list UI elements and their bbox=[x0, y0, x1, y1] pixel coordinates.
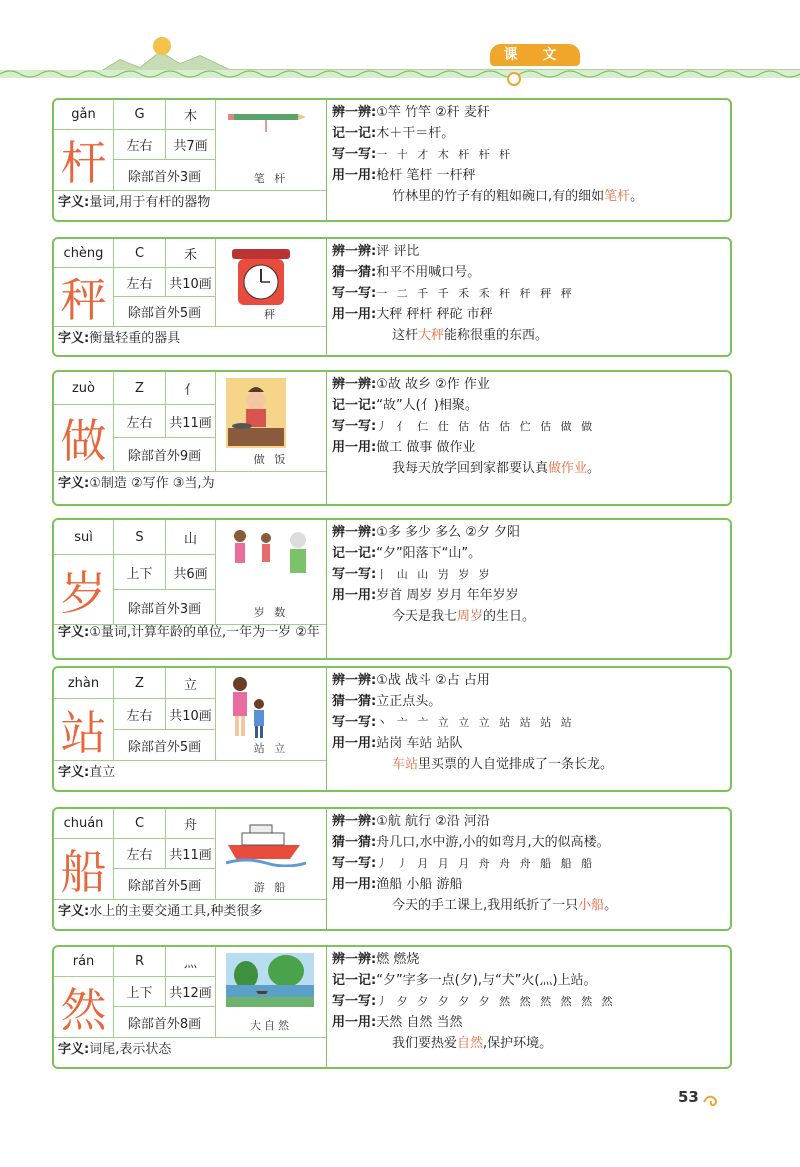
character-card bbox=[52, 807, 732, 931]
illustration-caption: 做 饭 bbox=[253, 453, 289, 466]
illustration bbox=[216, 520, 326, 625]
exercise-label: 写一写: bbox=[332, 419, 377, 434]
meaning-label: 字义: bbox=[58, 765, 90, 780]
exercise-text: 大秤 秤杆 秤砣 市秤 bbox=[376, 307, 493, 322]
exercise-row-1 bbox=[332, 374, 724, 395]
exercise-label: 辨一辨: bbox=[332, 814, 377, 829]
exercise-label: 用一用: bbox=[332, 168, 377, 183]
meaning-text: 量词,用于有杆的器物 bbox=[89, 195, 211, 210]
boat-icon bbox=[226, 815, 306, 871]
character: 然 bbox=[54, 977, 114, 1038]
exercises bbox=[332, 811, 724, 916]
section-tab: 课 文 bbox=[490, 44, 580, 66]
exercise-label: 写一写: bbox=[332, 856, 377, 871]
structure: 左右 bbox=[114, 699, 166, 730]
radical: 禾 bbox=[166, 239, 216, 268]
exercise-text: 天然 自然 当然 bbox=[376, 1015, 463, 1030]
exercise-label: 辨一辨: bbox=[332, 673, 377, 688]
meaning bbox=[58, 329, 322, 348]
exercise-row-2 bbox=[332, 262, 724, 283]
exercise-row-1 bbox=[332, 522, 724, 543]
meaning bbox=[58, 902, 322, 921]
structure: 上下 bbox=[114, 977, 166, 1007]
sentence-text: 。 bbox=[587, 461, 601, 476]
exercise-label: 写一写: bbox=[332, 994, 377, 1009]
exercise-row-4 bbox=[332, 585, 724, 606]
sentence-text: 能称很重的东西。 bbox=[444, 328, 549, 343]
cooking-icon bbox=[226, 378, 286, 452]
exercise-row-2 bbox=[332, 123, 724, 144]
exercise-label: 用一用: bbox=[332, 440, 377, 455]
exercise-row-1 bbox=[332, 811, 724, 832]
structure: 左右 bbox=[114, 268, 166, 297]
exercise-row-3 bbox=[332, 853, 724, 874]
sentence-text: 我们要热爱 bbox=[392, 1036, 458, 1051]
exercise-label: 记一记: bbox=[332, 398, 377, 413]
exercise-text: 评 评比 bbox=[376, 244, 420, 259]
initial-letter: Z bbox=[114, 668, 166, 699]
meaning bbox=[58, 1040, 322, 1059]
character-card bbox=[52, 98, 732, 222]
exercise-label: 写一写: bbox=[332, 147, 377, 162]
character-info bbox=[54, 668, 327, 790]
exercise-row-3 bbox=[332, 712, 724, 733]
exercise-label: 辨一辨: bbox=[332, 105, 377, 120]
exercise-text: 和平不用喊口号。 bbox=[376, 265, 481, 280]
initial-letter: C bbox=[114, 239, 166, 268]
meaning-label: 字义: bbox=[58, 625, 90, 640]
sentence-text: 我每天放学回到家都要认真 bbox=[392, 461, 549, 476]
illustration-caption: 岁 数 bbox=[253, 606, 289, 619]
exercise-text: ①航 航行 ②沿 河沿 bbox=[376, 814, 490, 829]
illustration-caption: 游 船 bbox=[253, 881, 289, 894]
character: 杆 bbox=[54, 130, 114, 191]
exercise-label: 辨一辨: bbox=[332, 244, 377, 259]
example-sentence bbox=[332, 754, 724, 775]
exercises bbox=[332, 949, 724, 1054]
exercise-row-1 bbox=[332, 949, 724, 970]
scale-icon bbox=[226, 245, 296, 315]
radical: 舟 bbox=[166, 809, 216, 839]
strokes-except-radical: 除部首外8画 bbox=[114, 1007, 216, 1038]
exercise-row-4 bbox=[332, 304, 724, 325]
radical: 灬 bbox=[166, 947, 216, 977]
meaning-text: 词尾,表示状态 bbox=[89, 1042, 172, 1057]
meaning-label: 字义: bbox=[58, 1042, 90, 1057]
exercise-label: 猜一猜: bbox=[332, 835, 377, 850]
meaning-label: 字义: bbox=[58, 904, 90, 919]
exercise-row-3 bbox=[332, 564, 724, 585]
stroke-total: 共11画 bbox=[166, 839, 216, 869]
highlight-word: 自然 bbox=[457, 1036, 484, 1051]
exercise-label: 辨一辨: bbox=[332, 952, 377, 967]
character-card bbox=[52, 237, 732, 357]
initial-letter: G bbox=[114, 100, 166, 130]
stroke-total: 共10画 bbox=[166, 699, 216, 730]
highlight-word: 周岁 bbox=[457, 609, 484, 624]
stroke-order: 丶 亠 亠 立 立 立 站 站 站 站 bbox=[376, 716, 575, 729]
exercise-row-1 bbox=[332, 670, 724, 691]
exercises bbox=[332, 102, 724, 207]
meaning-text: 直立 bbox=[89, 765, 116, 780]
exercise-row-4 bbox=[332, 1012, 724, 1033]
exercise-row-3 bbox=[332, 283, 724, 304]
illustration bbox=[216, 947, 326, 1038]
exercise-label: 用一用: bbox=[332, 736, 377, 751]
pinyin: rán bbox=[54, 947, 114, 977]
meaning bbox=[58, 193, 322, 212]
example-sentence bbox=[332, 458, 724, 479]
pinyin: zhàn bbox=[54, 668, 114, 699]
exercise-text: “故”人(亻)相聚。 bbox=[376, 398, 478, 413]
sentence-text: 今天是我七 bbox=[392, 609, 458, 624]
exercise-label: 辨一辨: bbox=[332, 525, 377, 540]
meaning-text: ①制造 ②写作 ③当,为 bbox=[89, 476, 215, 491]
illustration-caption: 笔 杆 bbox=[253, 172, 289, 185]
highlight-word: 笔杆 bbox=[604, 189, 631, 204]
meaning-label: 字义: bbox=[58, 331, 90, 346]
meaning bbox=[58, 763, 322, 782]
exercise-label: 用一用: bbox=[332, 588, 377, 603]
illustration-caption: 站 立 bbox=[253, 742, 289, 755]
illustration bbox=[216, 239, 326, 327]
curl-decoration-icon bbox=[702, 1092, 724, 1108]
exercise-label: 记一记: bbox=[332, 126, 377, 141]
exercise-text: 站岗 车站 站队 bbox=[376, 736, 463, 751]
sentence-text: 这杆 bbox=[392, 328, 419, 343]
character-card bbox=[52, 945, 732, 1069]
stroke-total: 共6画 bbox=[166, 555, 216, 590]
stroke-order: 丿 丿 月 月 月 舟 舟 舟 船 船 船 bbox=[376, 857, 596, 870]
stroke-order: 一 二 千 千 禾 禾 秆 秆 秤 秤 bbox=[376, 287, 575, 300]
landscape-icon bbox=[226, 953, 314, 1011]
exercise-row-1 bbox=[332, 241, 724, 262]
stroke-total: 共10画 bbox=[166, 268, 216, 297]
exercises bbox=[332, 670, 724, 775]
exercise-row-2 bbox=[332, 543, 724, 564]
exercise-label: 猜一猜: bbox=[332, 694, 377, 709]
pinyin: gǎn bbox=[54, 100, 114, 130]
exercise-label: 辨一辨: bbox=[332, 377, 377, 392]
exercise-text: ①竿 竹竿 ②秆 麦秆 bbox=[376, 105, 490, 120]
structure: 左右 bbox=[114, 405, 166, 438]
exercises bbox=[332, 374, 724, 479]
stroke-order: 一 十 才 木 杆 杆 杆 bbox=[376, 148, 514, 161]
illustration bbox=[216, 100, 326, 191]
exercise-row-2 bbox=[332, 970, 724, 991]
exercise-text: 燃 燃烧 bbox=[376, 952, 420, 967]
character-card bbox=[52, 518, 732, 660]
meaning bbox=[58, 474, 322, 493]
exercise-text: ①故 故乡 ②作 作业 bbox=[376, 377, 490, 392]
example-sentence bbox=[332, 1033, 724, 1054]
page-number: 53 bbox=[678, 1088, 699, 1106]
stroke-order: 丿 夕 夕 夕 夕 夕 然 然 然 然 然 然 bbox=[376, 995, 616, 1008]
character-card bbox=[52, 370, 732, 506]
exercise-label: 猜一猜: bbox=[332, 265, 377, 280]
exercise-row-4 bbox=[332, 733, 724, 754]
exercise-text: 木＋干＝杆。 bbox=[376, 126, 455, 141]
character-info bbox=[54, 947, 327, 1067]
exercise-row-4 bbox=[332, 874, 724, 895]
exercises bbox=[332, 241, 724, 346]
exercise-row-4 bbox=[332, 437, 724, 458]
meaning-label: 字义: bbox=[58, 195, 90, 210]
strokes-except-radical: 除部首外5画 bbox=[114, 297, 216, 327]
character: 做 bbox=[54, 405, 114, 472]
character-info bbox=[54, 239, 327, 355]
exercise-row-2 bbox=[332, 691, 724, 712]
sentence-text: 今天的手工课上,我用纸折了一只 bbox=[392, 898, 579, 913]
exercise-label: 写一写: bbox=[332, 286, 377, 301]
sentence-text: 。 bbox=[630, 189, 644, 204]
radical: 木 bbox=[166, 100, 216, 130]
character-card bbox=[52, 666, 732, 792]
illustration-caption: 大自然 bbox=[250, 1019, 292, 1032]
initial-letter: C bbox=[114, 809, 166, 839]
structure: 左右 bbox=[114, 839, 166, 869]
strokes-except-radical: 除部首外5画 bbox=[114, 730, 216, 761]
exercise-row-2 bbox=[332, 395, 724, 416]
initial-letter: Z bbox=[114, 372, 166, 405]
example-sentence bbox=[332, 186, 724, 207]
structure: 左右 bbox=[114, 130, 166, 160]
radical: 亻 bbox=[166, 372, 216, 405]
tab-marker-icon bbox=[507, 72, 521, 86]
sentence-text: ,保护环境。 bbox=[483, 1036, 553, 1051]
character: 站 bbox=[54, 699, 114, 761]
pinyin: chuán bbox=[54, 809, 114, 839]
strokes-except-radical: 除部首外5画 bbox=[114, 869, 216, 900]
pinyin: zuò bbox=[54, 372, 114, 405]
exercise-text: ①战 战斗 ②占 占用 bbox=[376, 673, 490, 688]
illustration bbox=[216, 668, 326, 761]
highlight-word: 车站 bbox=[392, 757, 419, 772]
example-sentence bbox=[332, 895, 724, 916]
exercise-text: 岁首 周岁 岁月 年年岁岁 bbox=[376, 588, 519, 603]
stroke-order: 丿 亻 仁 仕 估 估 估 伫 估 做 做 bbox=[376, 420, 596, 433]
exercise-row-3 bbox=[332, 991, 724, 1012]
stroke-total: 共7画 bbox=[166, 130, 216, 160]
stroke-order: 丨 山 山 屶 岁 岁 bbox=[376, 568, 493, 581]
pinyin: chèng bbox=[54, 239, 114, 268]
exercise-label: 用一用: bbox=[332, 1015, 377, 1030]
character: 岁 bbox=[54, 555, 114, 625]
radical: 立 bbox=[166, 668, 216, 699]
family-icon bbox=[226, 526, 316, 586]
illustration-caption: 秤 bbox=[264, 308, 278, 321]
exercise-text: 做工 做事 做作业 bbox=[376, 440, 476, 455]
exercise-text: 立正点头。 bbox=[376, 694, 442, 709]
people-standing-icon bbox=[226, 674, 270, 748]
meaning-label: 字义: bbox=[58, 476, 90, 491]
character-info bbox=[54, 809, 327, 929]
strokes-except-radical: 除部首外3画 bbox=[114, 590, 216, 625]
character-info bbox=[54, 100, 327, 220]
pinyin: suì bbox=[54, 520, 114, 555]
pencil-icon bbox=[226, 106, 306, 140]
exercises bbox=[332, 522, 724, 627]
initial-letter: R bbox=[114, 947, 166, 977]
meaning-text: 衡量轻重的器具 bbox=[89, 331, 181, 346]
exercise-row-4 bbox=[332, 165, 724, 186]
highlight-word: 小船 bbox=[578, 898, 605, 913]
exercise-label: 用一用: bbox=[332, 877, 377, 892]
exercise-label: 记一记: bbox=[332, 546, 377, 561]
exercise-row-3 bbox=[332, 144, 724, 165]
exercise-row-3 bbox=[332, 416, 724, 437]
strokes-except-radical: 除部首外3画 bbox=[114, 160, 216, 191]
stroke-total: 共11画 bbox=[166, 405, 216, 438]
character: 秤 bbox=[54, 268, 114, 327]
exercise-text: 枪杆 笔杆 一杆秤 bbox=[376, 168, 476, 183]
exercise-text: “夕”阳落下“山”。 bbox=[376, 546, 482, 561]
exercise-text: 渔船 小船 游船 bbox=[376, 877, 463, 892]
illustration bbox=[216, 809, 326, 900]
highlight-word: 大秤 bbox=[418, 328, 445, 343]
initial-letter: S bbox=[114, 520, 166, 555]
sentence-text: 竹林里的竹子有的粗如碗口,有的细如 bbox=[392, 189, 605, 204]
radical: 山 bbox=[166, 520, 216, 555]
character-info bbox=[54, 372, 327, 504]
example-sentence bbox=[332, 325, 724, 346]
exercise-label: 写一写: bbox=[332, 567, 377, 582]
stroke-total: 共12画 bbox=[166, 977, 216, 1007]
example-sentence bbox=[332, 606, 724, 627]
exercise-label: 用一用: bbox=[332, 307, 377, 322]
highlight-word: 做作业 bbox=[548, 461, 588, 476]
exercise-text: “夕”字多一点(夕),与“犬”火(灬)上站。 bbox=[376, 973, 597, 988]
illustration bbox=[216, 372, 326, 472]
meaning-text: ①量词,计算年龄的单位,一年为一岁 ②年 bbox=[89, 625, 320, 640]
exercise-text: ①多 多少 多么 ②夕 夕阳 bbox=[376, 525, 521, 540]
character: 船 bbox=[54, 839, 114, 900]
exercise-label: 写一写: bbox=[332, 715, 377, 730]
exercise-label: 记一记: bbox=[332, 973, 377, 988]
character-info bbox=[54, 520, 327, 658]
structure: 上下 bbox=[114, 555, 166, 590]
meaning-text: 水上的主要交通工具,种类很多 bbox=[89, 904, 263, 919]
sentence-text: 里买票的人自觉排成了一条长龙。 bbox=[418, 757, 614, 772]
exercise-row-1 bbox=[332, 102, 724, 123]
exercise-text: 舟几口,水中游,小的如弯月,大的似高楼。 bbox=[376, 835, 610, 850]
header-decoration bbox=[0, 30, 800, 80]
meaning bbox=[58, 623, 322, 642]
sentence-text: 。 bbox=[604, 898, 618, 913]
exercise-row-2 bbox=[332, 832, 724, 853]
sentence-text: 的生日。 bbox=[483, 609, 536, 624]
strokes-except-radical: 除部首外9画 bbox=[114, 438, 216, 472]
